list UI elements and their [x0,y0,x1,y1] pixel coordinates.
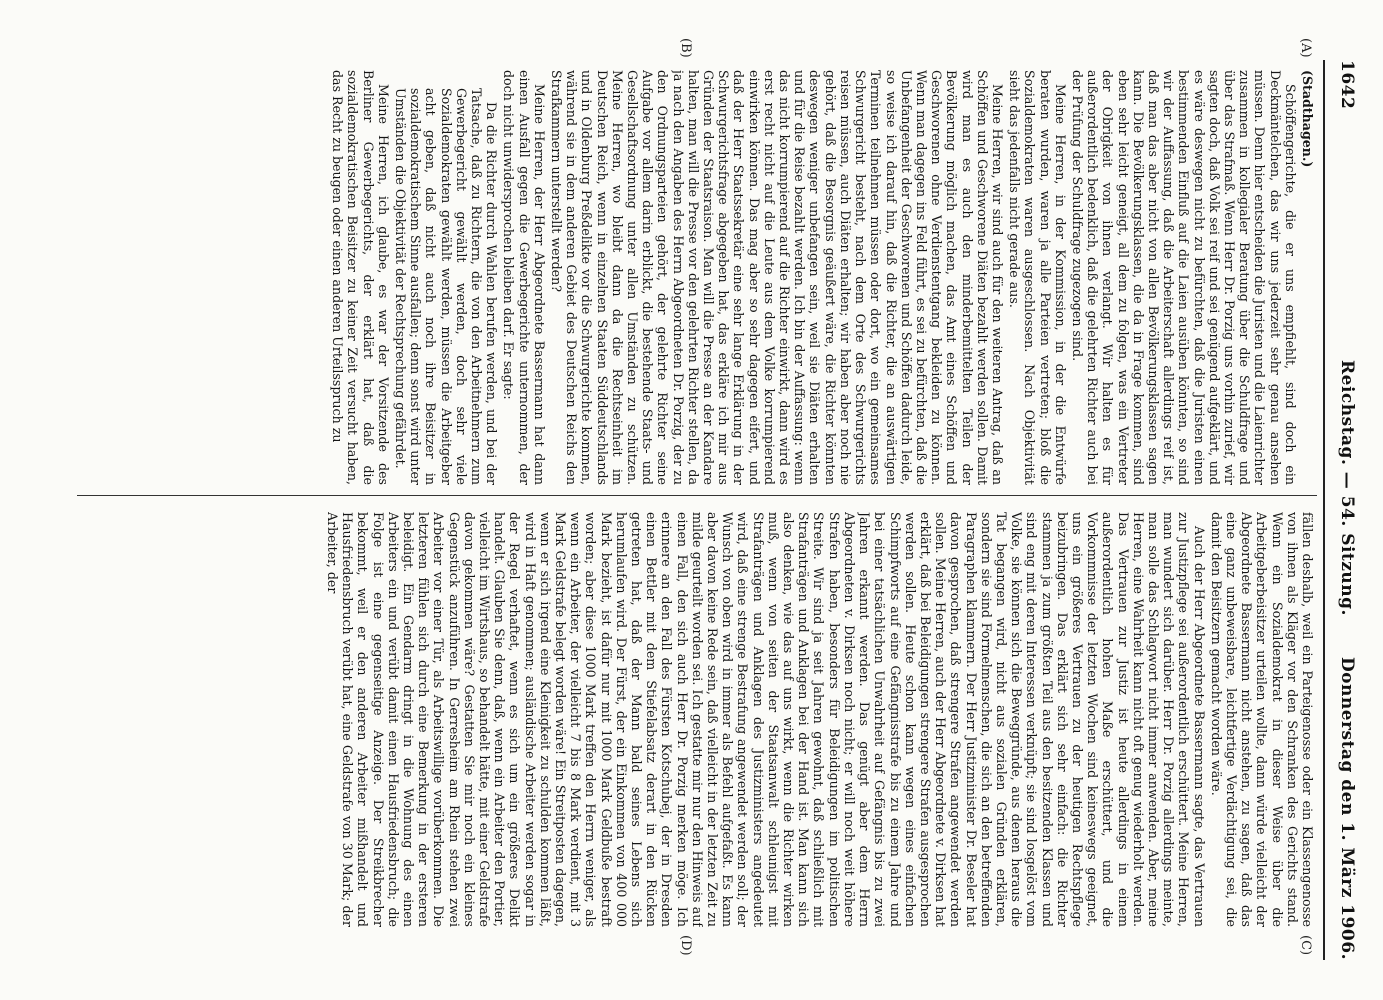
paragraph: Meine Herren, ich glaube, es war der Vorsitzende des Berliner Gewerbegerichts, der erklärt hat, daß die sozialdemokratischen Beisitzer zu keiner Zeit versucht haben, das Recht zu beugen oder einen anderen Urteilsspruch zu [330,70,391,485]
paragraph: Meine Herren, wir sind auch für den weiteren Antrag, daß an Schöffen und Geschworene Diäten bezahlt werden sollen. Damit wird man es auch den minderbemittelten Teilen der Bevölkerung möglich machen, das Amt eines Schöffen und Geschworenen ohne Verdienstentgang bekleiden zu können. Wenn man dagegen ins Feld führt, es sei zu befürchten, daß die Unbefangenheit der Geschworenen und Schöffen dadurch leide, so weise ich darauf hin, daß die Richter, die an auswärtigen Terminen teilnehmen müssen oder dort, wo ein gemeinsames Schwurgericht besteht, nach dem Orte des Schwurgerichts reisen müssen, auch Diäten erhalten; wir haben aber noch nie gehört, daß die Besorgnis geäußert wäre, die Richter könnten deswegen weniger unbefangen sein, weil sie Diäten erhalten und für die Reise bezahlt werden. Ich bin der Auffassung: wenn das nicht korrumpierend auf die Richter einwirkt, dann wird es erst recht nicht auf die Leute aus dem Volke korrumpierend einwirken können. Das mag aber so sehr dagegen eifert, und daß der Herr Staatssekretär eine sehr lange Erklärung in der Schwurgerichtsfrage abgegeben hat, das erkläre ich mir aus Gründen der Staatsraison. Man will die Presse an der Kandare halten, man will die Presse vor den gelehrten Richter stellen, da ja nach den Angaben des Herrn Abgeordneten Dr. Porzig, der zu den Ordnungsparteien gehört, der gelehrte Richter seine Aufgabe vor allem darin erblickt, die bestehende Staats- und Gesellschaftsordnung unter allen Umständen zu schützen. Meine Herren, wo bleibt dann da die Rechtseinheit im Deutschen Reich, wenn in einzelnen Staaten Süddeutschlands und in Oldenburg Preßdelikte vor die Schwurgerichte kommen, während sie in dem anderen Gebiet des Deutschen Reichs den Strafkammern unterstellt werden? [549,70,1005,485]
paragraph: Auch der Herr Abgeordnete Bassermann sagte, das Vertrauen zur Justizpflege sei außerordentlich erschüttert. Meine Herren, man wundert sich darüber. Herr Dr. Porzig allerdings meinte, man solle das Schlagwort nicht immer anwenden. Aber, meine Herren, eine Wahrheit kann nicht oft genug wiederholt werden. Das Vertrauen zur Justiz ist heute allerdings in einem außerordentlich hohen Maße erschüttert, und die Vorkommnisse der letzten Wochen sind keineswegs geeignet, uns ein größeres Vertrauen zu der heutigen Rechtspflege beizubringen. Das erklärt sich sehr einfach: die Richter stammen ja zum größten Teil aus den besitzenden Klassen und sind eng mit deren Interessen verknüpft; sie sind losgelöst vom Volke, sie können sich die Beweggründe, aus denen heraus die Tat begangen wird, nicht aus sozialen Gründen erklären, sondern sie sind Formelmenschen, die sich an den betreffenden Paragraphen klammern. Der Herr Justizminister Dr. Beseler hat davon gesprochen, daß strengere Strafen angewendet werden sollen. Meine Herren, auch der Herr Abgeordnete v. Dirksen hat erklärt, daß bei Beleidigungen strengere Strafen ausgesprochen werden sollen. Heute schon kann wegen eines einfachen Schimpfworts auf eine Gefängnisstrafe bis zu einem Jahre und bei einer tatsächlichen Unwahrheit auf Gefängnis bis zu zwei Jahren erkannt werden. Das genügt aber dem Herrn Abgeordneten v. Dirksen noch nicht; er will noch weit höhere Strafen haben, besonders für Beleidigungen im politischen Streite. Wir sind ja seit Jahren gewohnt, daß schließlich mit Strafanträgen und Anklagen bei der Hand ist. Man kann sich also denken, wie das auf uns wirkt, wenn die Richter wirken muß, wenn von seiten der Staatsanwalt schleunigst mit Strafanträgen und Anklagen des Justizministers angedeutet wird, daß eine strenge Bestrafung angewendet werden soll; der Wunsch von oben wird in immer als Befehl aufgefaßt. Es kann aber davon keine Rede sein, daß vielleicht in der letzten Zeit zu milde geurteilt worden sei. Ich gestatte mir nur den Hinweis auf einen Fall, den sich auch Herr Dr. Porzig merken möge. Ich erinnere an den Fall des Fürsten Kotschubej, der in Dresden einen Bettler mit dem Stiefelabsatz derart in den Rücken getreten hat, daß der Mann bald seines Lebens sich herumlaufen wird. Der Fürst, der ein Einkommen von 400 000 Mark bezieht, ist dafür nur mit 1000 Mark Geldbuße bestraft worden; aber diese 1000 Mark treffen den Herrn weniger, als wenn ein Arbeiter, der vielleicht 7 bis 8 Mark verdient, mit 3 Mark Geldstrafe belegt worden wäre! Ein Streitposten dagegen, wenn er sich irgend eine Kleinigkeit zu schulden kommen läßt, wird in Haft genommen; ausländische Arbeiter werden sogar in der Regel verhaftet, wenn es sich um ein größeres Delikt handelt. Glauben Sie denn, daß, wenn ein Arbeiter den Portier, vielleicht im Wirtshaus, so behandelt hätte, mit einer Geldstrafe davon gekommen wäre? Gestatten Sie mir noch ein kleines Gegenstück anzuführen. In Gerresheim am Rhein stehen zwei Arbeiter vor einer Tür, als Arbeitswillige vorüberkommen. Die letzteren fühlen sich durch eine Bemerkung in der ersteren beleidigt. Ein Gendarm dringt in die Wohnung des einen Arbeiters ein und verübt damit einen Hausfriedensbruch; die Folge ist eine gegenseitige Anzeige. Der Streikbrecher bekommt, weil er den anderen Arbeiter mißhandelt und Hausfriedensbruch verübt hat, eine Geldstrafe von 30 Mark; der Arbeiter, der [325,512,1207,927]
margin-letter-a: (A) [1298,38,1313,58]
paragraph: Meine Herren, der Herr Abgeordnete Bassermann hat dann einen Ausfall gegen die Gewerbegerichte unternommen, der doch nicht unwidersprochen bleiben darf. Er sagte: [501,70,547,485]
column-divider [77,495,1317,496]
left-column [75,70,1315,485]
session-date: Donnerstag den 1. März 1906. [1337,656,1357,960]
margin-letter-d: (D) [678,935,693,956]
paragraph: fällen deshalb, weil ein Parteigenosse oder ein Klassengenosse von ihnen als Kläger vor den Schranken des Gerichts stand. Wenn ein Sozialdemokrat in dieser Weise über die Arbeitgeberbeisitzer urteilen wollte, dann würde vielleicht der Abgeordnete Bassermann nicht anstehen, zu sagen, daß das eine ganz unbeweisbare, leichtfertige Verdächtigung sei, die damit den Beisitzern gemacht worden wäre. [1208,512,1315,927]
speaker-label: (Stadthagen.) [1300,70,1315,168]
header-rule [1323,60,1325,960]
running-header [1331,60,1361,960]
paragraph: Meine Herren, in der Kommission, in der die Entwürfe beraten wurden, waren ja alle Parteien vertreten; bloß die Sozialdemokraten waren ausgeschlossen. Nach Objektivität sieht das jedenfalls nicht gerade aus. [1007,70,1068,485]
session-title: Reichstag. — 54. Sitzung. [1337,360,1357,616]
paragraph: Schöffengerichte, die er uns empfiehlt, sind doch ein Deckmäntelchen, das wir uns jederzeit sehr genau ansehen müssen. Denn hier entscheiden die Juristen und die Laienrichter zusammen in kollegialer Beratung über die Schuldfrage und über das Strafmaß. Wenn Herr Dr. Porzig uns vorhin zurief, wir sagten doch, daß Volk sei reif und sei genügend aufgeklärt, und es wäre deswegen nicht zu befürchten, daß die Juristen einen bestimmenden Einfluß auf die Laien ausüben könnten, so sind wir der Auffassung, daß die Arbeiterschaft allerdings reif ist, daß man das aber nicht von allen Bevölkerungsklassen sagen kann. Die Bevölkerungsklassen, die da in Frage kommen, sind eben sehr leicht geneigt, all dem zu folgen, was ein Vertreter der Obrigkeit von ihnen verlangt. Wir halten es für außerordentlich bedenklich, daß die gelehrten Richter auch bei der Prüfung der Schuldfrage zugezogen sind. [1069,70,1298,485]
margin-letter-b: (B) [678,38,693,58]
margin-letter-c: (C) [1298,935,1313,956]
page-number: 1642 [1337,60,1357,110]
right-column [75,512,1315,927]
quoted-paragraph: Da die Richter durch Wahlen berufen werden, und bei der Tatsache, daß zu Richtern, die von den Arbeitnehmern zum Gewerbegericht gewählt werden, doch sehr viele Sozialdemokraten gewählt werden, müssen die Arbeitgeber acht geben, daß nicht auch noch ihre Beisitzer in sozialdemokratischem Sinne ausfallen; denn sonst wird unter Umständen die Objektivität der Rechtsprechung gefährdet. [393,88,500,485]
